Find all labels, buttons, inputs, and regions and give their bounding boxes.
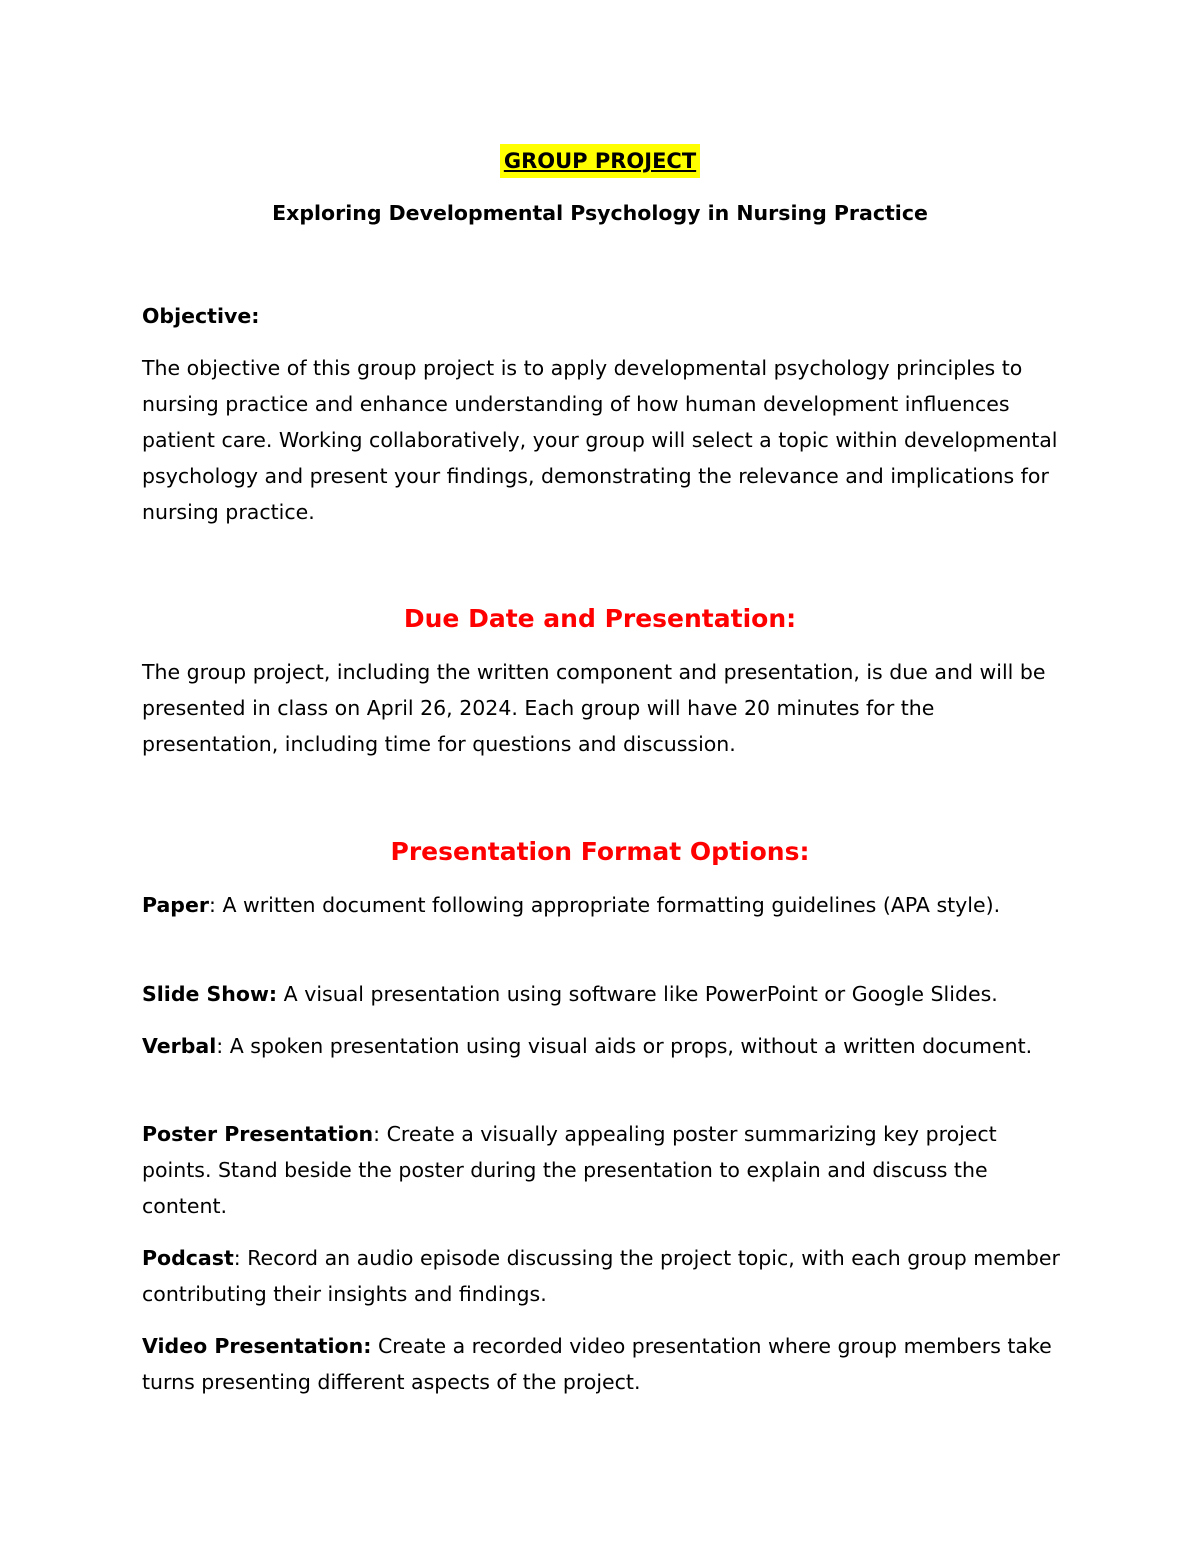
option-description: A written document following appropriate formatting guidelines (APA style). bbox=[222, 893, 1001, 917]
option-separator: : bbox=[209, 893, 223, 917]
format-option-slide-show bbox=[142, 976, 1062, 1012]
format-option-poster bbox=[142, 1116, 1062, 1224]
option-term: Podcast bbox=[142, 1246, 234, 1270]
option-description: Create a recorded video presentation where group members take turns presenting different aspects of the project. bbox=[142, 1334, 1052, 1394]
format-option-paper bbox=[142, 887, 1062, 923]
title-container bbox=[0, 144, 1200, 178]
option-description: Create a visually appealing poster summarizing key project points. Stand beside the poster during the presentation to explain and discuss the content. bbox=[142, 1122, 997, 1218]
option-separator: : bbox=[373, 1122, 387, 1146]
objective-paragraph: The objective of this group project is to apply developmental psychology principles to nursing practice and enhance understanding of how human development influences patient care. Working collaboratively, your group will select a topic within developmental psychology and present your findings, demonstrating the relevance and implications for nursing practice. bbox=[142, 356, 1058, 524]
format-option-podcast bbox=[142, 1240, 1062, 1312]
option-term: Poster Presentation bbox=[142, 1122, 374, 1146]
option-description: Record an audio episode discussing the project topic, with each group member contributing their insights and findings. bbox=[142, 1246, 1060, 1306]
option-term: Paper bbox=[142, 893, 209, 917]
due-date-heading: Due Date and Presentation: bbox=[403, 604, 797, 633]
option-term: Slide Show: bbox=[142, 982, 278, 1006]
document-title: GROUP PROJECT bbox=[500, 144, 700, 178]
document-subtitle: Exploring Developmental Psychology in Nursing Practice bbox=[272, 201, 928, 225]
due-date-paragraph: The group project, including the written component and presentation, is due and will be presented in class on April 26, 2024. Each group will have 20 minutes for the presentation, including time for questions and discussion. bbox=[142, 660, 1046, 756]
objective-label: Objective: bbox=[142, 304, 260, 328]
option-term: Verbal bbox=[142, 1034, 217, 1058]
format-options-heading: Presentation Format Options: bbox=[390, 837, 810, 866]
format-option-video bbox=[142, 1328, 1062, 1400]
option-description: A visual presentation using software like PowerPoint or Google Slides. bbox=[283, 982, 998, 1006]
option-term: Video Presentation: bbox=[142, 1334, 372, 1358]
option-separator: : bbox=[216, 1034, 230, 1058]
option-separator: : bbox=[233, 1246, 248, 1270]
option-description: A spoken presentation using visual aids or props, without a written document. bbox=[229, 1034, 1033, 1058]
format-option-verbal bbox=[142, 1028, 1062, 1064]
